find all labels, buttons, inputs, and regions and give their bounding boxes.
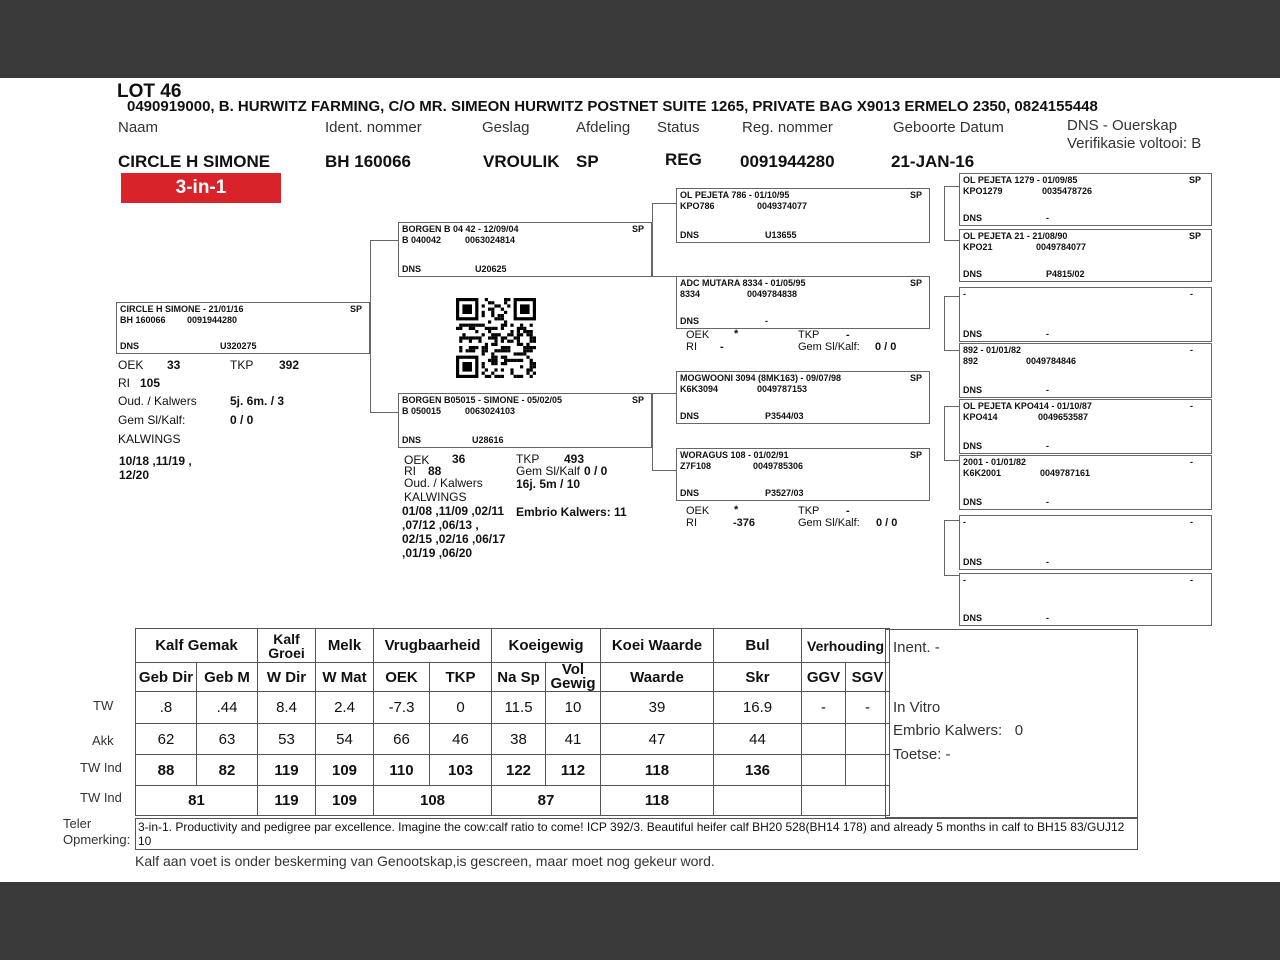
twind-cell: 119 (258, 755, 316, 786)
ggp-title: - (963, 289, 966, 299)
ggp-sp: - (1190, 345, 1193, 355)
ggp-title: 892 - 01/01/82 (963, 345, 1022, 355)
connector-line (944, 240, 959, 241)
twind2-cell: 118 (601, 786, 714, 816)
breed-badge: 3-in-1 (121, 173, 281, 203)
ggp-dns-label: DNS (963, 497, 983, 507)
subject-tkp-label: TKP (230, 358, 254, 372)
tw-cell: 2.4 (316, 692, 374, 724)
gp-dns-value: P3544/03 (765, 411, 804, 421)
subject-gem-label: Gem Sl/Kalf: (118, 413, 186, 427)
col-w-mat: W Mat (316, 663, 374, 692)
twind-cell: 112 (546, 755, 601, 786)
col-tkp: TKP (430, 663, 492, 692)
ggp-box-3 (959, 287, 1212, 342)
dam-id: B 050015 (402, 406, 442, 416)
akk-cell: 44 (714, 724, 802, 755)
twind-cell: 88 (136, 755, 197, 786)
ebv-table (135, 628, 890, 816)
sire-reg: 0063024814 (465, 235, 516, 245)
connector-line (370, 240, 371, 412)
ggp-dns-value: - (1046, 329, 1049, 339)
ggp-box-4 (959, 343, 1212, 398)
dam-reg: 0063024103 (465, 406, 516, 416)
gp-sp: SP (909, 373, 922, 383)
connector-line (652, 470, 676, 471)
ggp-dns-value: - (1046, 497, 1049, 507)
subject-oek: 33 (167, 358, 181, 372)
gp-id: KPO786 (680, 201, 715, 211)
twind-cell: 103 (430, 755, 492, 786)
connector-line (944, 520, 959, 521)
invitro-text: In Vitro (893, 699, 941, 716)
ggp-dns-label: DNS (963, 329, 983, 339)
gp-reg: 0049374077 (757, 201, 808, 211)
ggp-title: OL PEJETA KPO414 - 01/10/87 (963, 401, 1092, 411)
ggp-id: K6K2001 (963, 468, 1002, 478)
gp-dns-label: DNS (680, 316, 700, 326)
header-geboorte: Geboorte Datum (893, 119, 1004, 136)
ggp-box-8 (959, 573, 1212, 626)
table-row-twind-2 (136, 786, 890, 816)
subject-oud: 5j. 6m. / 3 (230, 394, 285, 408)
dam-ri-label: RI (404, 464, 416, 478)
row-label-twind: TW Ind (80, 760, 122, 775)
connector-line (944, 460, 959, 461)
gp-sp: SP (909, 278, 922, 288)
group-bul: Bul (714, 629, 802, 663)
gp-dns-label: DNS (680, 230, 700, 240)
akk-cell: 66 (374, 724, 430, 755)
col-ggv: GGV (802, 663, 846, 692)
group-melk: Melk (316, 629, 374, 663)
connector-line (944, 406, 945, 460)
ggp-dns-value: P4815/02 (1046, 269, 1085, 279)
value-afdeling: SP (576, 152, 599, 171)
col-vol-gewig: Vol Gewig (546, 663, 601, 692)
akk-cell: 38 (492, 724, 546, 755)
dam-gem: 0 / 0 (584, 464, 608, 478)
subject-ri-label: RI (118, 376, 130, 390)
gp1-gem-label: Gem Sl/Kalf: (798, 341, 860, 353)
ggp-box-7 (959, 515, 1212, 570)
dam-tkp-label: TKP (516, 452, 540, 466)
dam-kalwings-3: 02/15 ,02/16 ,06/17 (402, 532, 506, 546)
connector-line (944, 296, 945, 350)
tw-cell: 16.9 (714, 692, 802, 724)
tw-cell: .8 (136, 692, 197, 724)
twind-cell: 82 (197, 755, 258, 786)
group-koeigewig: Koeigewig (492, 629, 601, 663)
grandsire-maternal-box (676, 371, 930, 424)
twind-cell (802, 755, 846, 786)
connector-line (944, 186, 959, 187)
col-geb-dir: Geb Dir (136, 663, 197, 692)
gp3-oek: * (734, 504, 739, 516)
gp1-tkp: - (846, 329, 850, 341)
dam-oek: 36 (452, 452, 466, 466)
ggp-title: OL PEJETA 1279 - 01/09/85 (963, 175, 1078, 185)
connector-line (944, 520, 945, 575)
sire-id: B 040042 (402, 235, 442, 245)
ggp-sp: - (1190, 575, 1193, 585)
header-dns: DNS - Ouerskap (1067, 117, 1178, 134)
gp3-ri: -376 (733, 517, 756, 529)
row-label-tw: TW (93, 698, 114, 713)
subject-dns-value: U320275 (220, 341, 257, 351)
subject-kalwings-2: 12/20 (119, 468, 150, 482)
value-status: REG (665, 150, 702, 169)
dam-oud-label: Oud. / Kalwers (404, 476, 483, 490)
gp-title: ADC MUTARA 8334 - 01/05/95 (680, 278, 806, 288)
gp-dns-value: U13655 (765, 230, 797, 240)
granddam-paternal-box (676, 276, 930, 329)
subject-oud-label: Oud. / Kalwers (118, 394, 197, 408)
gp-sp: SP (909, 190, 922, 200)
tw-cell: 39 (601, 692, 714, 724)
header-afdeling: Afdeling (576, 119, 631, 136)
ggp-id: KPO414 (963, 412, 998, 422)
dam-oud: 16j. 5m / 10 (516, 477, 581, 491)
gp3-tkp-label: TKP (798, 505, 820, 517)
ggp-box-5 (959, 399, 1212, 454)
gp1-oek-label: OEK (686, 329, 710, 341)
dam-kalwings-label: KALWINGS (404, 490, 467, 504)
twind2-cell: 81 (136, 786, 258, 816)
subject-pedigree-box (116, 302, 370, 354)
dam-dns-value: U28616 (472, 435, 504, 445)
akk-cell: 53 (258, 724, 316, 755)
dam-dns-label: DNS (402, 435, 422, 445)
subject-kalwings-label: KALWINGS (118, 432, 181, 446)
connector-line (652, 203, 653, 276)
header-reg: Reg. nommer (742, 119, 833, 136)
dam-kalwings-2: ,07/12 ,06/13 , (402, 518, 479, 532)
dam-kalwings-4: ,01/19 ,06/20 (402, 546, 473, 560)
header-ident: Ident. nommer (325, 119, 422, 136)
ggp-dns-label: DNS (963, 613, 983, 623)
certificate-page (0, 78, 1280, 882)
embrio-kalwers: Embrio Kalwers: 0 (893, 722, 1024, 739)
col-sgv: SGV (846, 663, 890, 692)
tw-cell: 10 (546, 692, 601, 724)
footer-note: Kalf aan voet is onder beskerming van Genootskap,is gescreen, maar moet nog gekeur word. (135, 853, 715, 869)
col-waarde: Waarde (601, 663, 714, 692)
subject-reg: 0091944280 (187, 315, 238, 325)
table-row-tw (136, 692, 890, 724)
gp-dns-label: DNS (680, 411, 700, 421)
twind-cell: 110 (374, 755, 430, 786)
akk-cell (802, 724, 846, 755)
remark-label-opmerking: Opmerking: (63, 832, 131, 847)
group-verhouding: Verhouding (802, 629, 890, 663)
value-ident: BH 160066 (325, 152, 412, 171)
gp1-tkp-label: TKP (798, 329, 820, 341)
ggp-dns-value: - (1046, 613, 1049, 623)
ggp-sp: - (1190, 289, 1193, 299)
breeder-remark: 3-in-1. Productivity and pedigree par excellence. Imagine the cow:calf ratio to come! ICP 392/3. Beautiful heifer calf BH20 528(BH14 178) and already 5 months in calf to BH15 83/GUJ12 10 (135, 818, 1138, 850)
ggp-title: 2001 - 01/01/82 (963, 457, 1027, 467)
ggp-reg: 0049653587 (1038, 412, 1089, 422)
subject-sp: SP (349, 304, 362, 314)
qr-code[interactable] (455, 298, 537, 378)
col-geb-m: Geb M (197, 663, 258, 692)
gp3-gem-label: Gem Sl/Kalf: (798, 517, 860, 529)
gp-dns-value: P3527/03 (765, 488, 804, 498)
ggp-dns-value: - (1046, 441, 1049, 451)
akk-cell: 54 (316, 724, 374, 755)
inent-text: Inent. - (893, 639, 940, 656)
twind2-cell (802, 786, 890, 816)
gp-dns-value: - (765, 316, 768, 326)
gp-title: OL PEJETA 786 - 01/10/95 (680, 190, 790, 200)
akk-cell: 63 (197, 724, 258, 755)
ggp-box-2 (959, 229, 1212, 282)
ggp-id: KPO21 (963, 242, 993, 252)
ggp-dns-value: - (1046, 557, 1049, 567)
twind-cell: 136 (714, 755, 802, 786)
gp-reg: 0049785306 (753, 461, 804, 471)
value-reg: 0091944280 (740, 152, 835, 171)
dam-pedigree-box (398, 393, 652, 448)
connector-line (944, 406, 959, 407)
group-kalf-gemak: Kalf Gemak (136, 629, 258, 663)
sire-dns-label: DNS (402, 264, 422, 274)
dam-ri: 88 (428, 464, 442, 478)
ggp-sp: - (1190, 401, 1193, 411)
gp-id: K6K3094 (680, 384, 719, 394)
subject-gem: 0 / 0 (230, 413, 254, 427)
gp3-ri-label: RI (686, 517, 697, 529)
gp-reg: 0049787153 (757, 384, 808, 394)
sire-sp: SP (631, 224, 644, 234)
ggp-dns-value: - (1046, 213, 1049, 223)
gp1-ri: - (720, 341, 724, 353)
ggp-id: 892 (963, 356, 979, 366)
gp-sp: SP (909, 450, 922, 460)
granddam-maternal-box (676, 448, 930, 501)
header-naam: Naam (118, 119, 159, 136)
gp1-ri-label: RI (686, 341, 697, 353)
ggp-sp: - (1190, 517, 1193, 527)
dam-title: BORGEN B05015 - SIMONE - 05/02/05 (402, 395, 563, 405)
ggp-dns-label: DNS (963, 269, 983, 279)
gp3-tkp: - (846, 505, 850, 517)
dam-gem-label: Gem Sl/Kalf (516, 464, 581, 478)
twind-cell (846, 755, 890, 786)
connector-line (944, 350, 959, 351)
toetse-text: Toetse: - (893, 746, 951, 763)
dam-tkp: 493 (564, 452, 585, 466)
ggp-reg: 0049784846 (1026, 356, 1077, 366)
subject-title: CIRCLE H SIMONE - 21/01/16 (120, 304, 244, 314)
ggp-sp: SP (1188, 231, 1201, 241)
ggp-dns-label: DNS (963, 441, 983, 451)
header-status: Status (657, 119, 700, 136)
col-na-sp: Na Sp (492, 663, 546, 692)
connector-line (944, 296, 959, 297)
header-verifikasie: Verifikasie voltooi: B (1067, 135, 1202, 152)
ggp-sp: - (1190, 457, 1193, 467)
tw-cell: -7.3 (374, 692, 430, 724)
sire-title: BORGEN B 04 42 - 12/09/04 (402, 224, 519, 234)
gp-dns-label: DNS (680, 488, 700, 498)
ggp-reg: 0049787161 (1040, 468, 1091, 478)
gp1-gem: 0 / 0 (875, 341, 897, 353)
twind-cell: 122 (492, 755, 546, 786)
dam-sp: SP (631, 395, 644, 405)
akk-cell (846, 724, 890, 755)
owner-details: 0490919000, B. HURWITZ FARMING, C/O MR. SIMEON HURWITZ POSTNET SUITE 1265, PRIVATE BAG X9013 ERMELO 2350, 0824155448 (127, 98, 1098, 115)
sire-dns-value: U20625 (475, 264, 507, 274)
connector-line (370, 412, 398, 413)
twind-cell: 118 (601, 755, 714, 786)
akk-cell: 46 (430, 724, 492, 755)
subject-dns-label: DNS (120, 341, 140, 351)
connector-line (652, 276, 676, 277)
ggp-title: - (963, 517, 966, 527)
dam-kalwings-1: 01/08 ,11/09 ,02/11 (402, 504, 505, 518)
gp3-gem: 0 / 0 (876, 517, 898, 529)
twind2-cell (714, 786, 802, 816)
twind2-cell: 109 (316, 786, 374, 816)
gp-title: WORAGUS 108 - 01/02/91 (680, 450, 789, 460)
table-col-row (136, 663, 890, 692)
subject-oek-label: OEK (118, 358, 144, 372)
remark-label-teler: Teler (63, 816, 92, 831)
ggp-dns-label: DNS (963, 213, 983, 223)
tw-cell: 8.4 (258, 692, 316, 724)
subject-tkp: 392 (279, 358, 300, 372)
col-oek: OEK (374, 663, 430, 692)
tw-cell: 0 (430, 692, 492, 724)
akk-cell: 41 (546, 724, 601, 755)
connector-line (652, 393, 653, 470)
ggp-reg: 0049784077 (1036, 242, 1087, 252)
ggp-reg: 0035478726 (1042, 186, 1093, 196)
ggp-sp: SP (1188, 175, 1201, 185)
group-vrugbaarheid: Vrugbaarheid (374, 629, 492, 663)
ggp-title: OL PEJETA 21 - 21/08/90 (963, 231, 1068, 241)
ggp-dns-label: DNS (963, 557, 983, 567)
sire-pedigree-box (398, 222, 652, 277)
ggp-box-6 (959, 455, 1212, 510)
gp1-oek: * (734, 328, 739, 340)
col-w-dir: W Dir (258, 663, 316, 692)
header-geslag: Geslag (482, 119, 530, 136)
table-group-row (136, 629, 890, 663)
connector-line (370, 240, 398, 241)
gp-id: 8334 (680, 289, 701, 299)
connector-line (652, 203, 676, 204)
ggp-dns-value: - (1046, 385, 1049, 395)
group-kalf-groei: Kalf Groei (258, 629, 316, 663)
twind-cell: 109 (316, 755, 374, 786)
tw-cell: .44 (197, 692, 258, 724)
value-naam: CIRCLE H SIMONE (118, 152, 271, 171)
ggp-title: - (963, 575, 966, 585)
tw-cell: - (846, 692, 890, 724)
dam-oek-label: OEK (404, 453, 430, 467)
ggp-id: KPO1279 (963, 186, 1003, 196)
table-row-twind (136, 755, 890, 786)
lot-number: LOT 46 (117, 81, 182, 102)
row-label-akk: Akk (92, 733, 114, 748)
ggp-box-1 (959, 173, 1212, 226)
twind2-cell: 119 (258, 786, 316, 816)
connector-line (944, 575, 959, 576)
connector-line (944, 186, 945, 240)
grandsire-paternal-box (676, 188, 930, 243)
tw-cell: 11.5 (492, 692, 546, 724)
twind2-cell: 108 (374, 786, 492, 816)
akk-cell: 62 (136, 724, 197, 755)
side-info-panel (885, 629, 1138, 818)
twind2-cell: 87 (492, 786, 601, 816)
subject-ri: 105 (140, 376, 161, 390)
gp-reg: 0049784838 (747, 289, 798, 299)
row-label-twind-2: TW Ind (80, 790, 122, 805)
col-skr: Skr (714, 663, 802, 692)
ggp-dns-label: DNS (963, 385, 983, 395)
subject-id: BH 160066 (120, 315, 166, 325)
table-row-akk (136, 724, 890, 755)
group-koei-waarde: Koei Waarde (601, 629, 714, 663)
gp3-oek-label: OEK (686, 505, 710, 517)
value-geboorte: 21-JAN-16 (891, 152, 975, 171)
akk-cell: 47 (601, 724, 714, 755)
subject-kalwings-1: 10/18 ,11/19 , (119, 454, 192, 468)
dam-embrio: Embrio Kalwers: 11 (516, 505, 627, 519)
connector-line (652, 393, 676, 394)
gp-title: MOGWOONI 3094 (8MK163) - 09/07/98 (680, 373, 842, 383)
tw-cell: - (802, 692, 846, 724)
value-geslag: VROULIK (483, 152, 560, 171)
gp-id: Z7F108 (680, 461, 712, 471)
